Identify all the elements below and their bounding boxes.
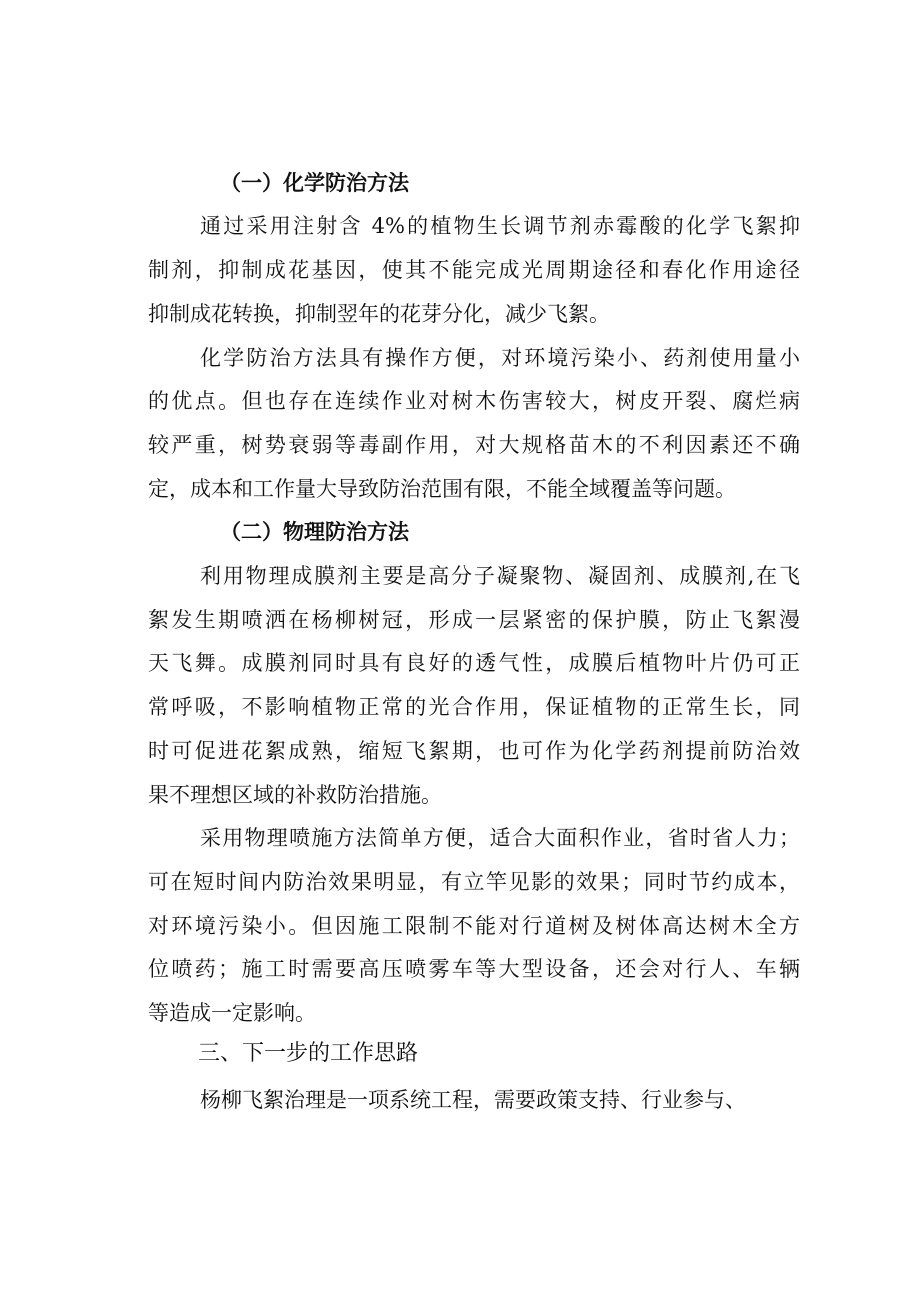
paragraph-line: 杨柳飞絮治理是一项系统工程，需要政策支持、行业参与、 (200, 1088, 746, 1112)
paragraph-line: 的优点。但也存在连续作业对树木伤害较大，树皮开裂、腐烂病 (148, 389, 800, 413)
paragraph-line: 位喷药；施工时需要高压喷雾车等大型设备，还会对行人、车辆 (148, 957, 800, 981)
paragraph-line: 采用物理喷施方法简单方便，适合大面积作业，省时省人力； (200, 826, 800, 850)
paragraph-line: 等造成一定影响。 (148, 1001, 316, 1025)
section-heading-chemical: （一）化学防治方法 (220, 171, 409, 195)
paragraph-line: 制剂，抑制成花基因，使其不能完成光周期途径和春化作用途径 (148, 258, 800, 282)
paragraph-line: 对环境污染小。但因施工限制不能对行道树及树体高达树木全方 (148, 914, 800, 938)
section-heading-physical: （二）物理防治方法 (220, 520, 409, 544)
paragraph-line: 较严重，树势衰弱等毒副作用，对大规格苗木的不利因素还不确 (148, 433, 800, 457)
paragraph-line: 天飞舞。成膜剂同时具有良好的透气性，成膜后植物叶片仍可正 (148, 651, 800, 675)
paragraph-line: 化学防治方法具有操作方便，对环境污染小、药剂使用量小 (200, 346, 800, 370)
paragraph-line: 常呼吸，不影响植物正常的光合作用，保证植物的正常生长，同 (148, 695, 800, 719)
paragraph-line: 抑制成花转换，抑制翌年的花芽分化，减少飞絮。 (148, 302, 610, 326)
paragraph-line: 絮发生期喷洒在杨柳树冠，形成一层紧密的保护膜，防止飞絮漫 (148, 608, 800, 632)
section-heading-next-steps: 三、下一步的工作思路 (198, 1041, 419, 1066)
paragraph-line: 果不理想区域的补救防治措施。 (148, 783, 442, 807)
paragraph-line: 通过采用注射含 4%的植物生长调节剂赤霉酸的化学飞絮抑 (200, 214, 800, 238)
paragraph-line: 定，成本和工作量大导致防治范围有限，不能全域覆盖等问题。 (148, 477, 736, 501)
paragraph-line: 利用物理成膜剂主要是高分子凝聚物、凝固剂、成膜剂,在飞 (200, 564, 800, 588)
paragraph-line: 可在短时间内防治效果明显，有立竿见影的效果；同时节约成本， (148, 870, 800, 894)
paragraph-line: 时可促进花絮成熟，缩短飞絮期，也可作为化学药剂提前防治效 (148, 739, 800, 763)
